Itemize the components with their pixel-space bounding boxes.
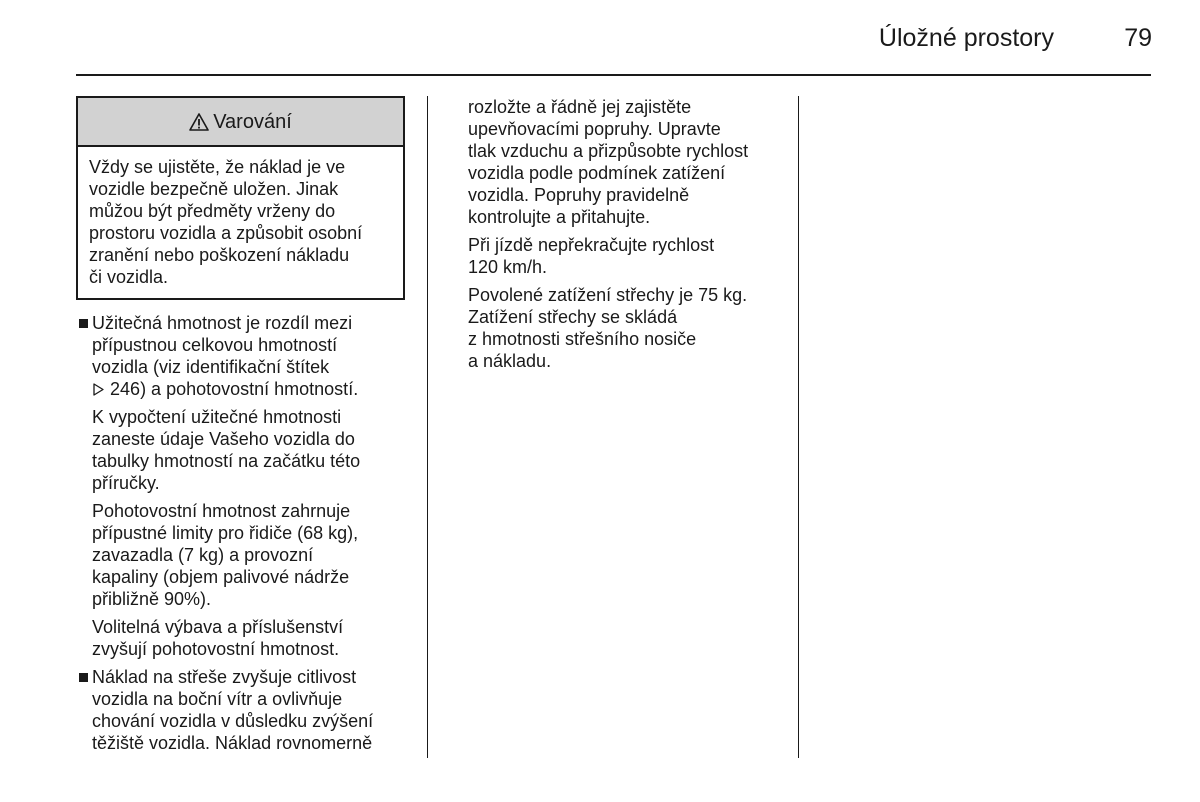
sub-paragraph-3: Volitelná výbava a příslušenství zvyšují pohotovostní hmotnost. (92, 617, 344, 659)
sub-paragraph-2: Pohotovostní hmotnost zahrnuje přípustné limity pro řidiče (68 kg), zavazadla (7 kg) a provozní kapaliny (objem palivové nádrže přibližně 90%). (92, 501, 359, 609)
column-1 (76, 96, 404, 754)
paragraph-speed: Při jízdě nepřekračujte rychlost 120 km/h. (468, 235, 715, 277)
warning-box (76, 96, 405, 300)
bullet-paragraph: Náklad na střeše zvyšuje citlivost vozidla na boční vítr a ovlivňuje chování vozidla v důsledku zvýšení těžiště vozidla. Náklad rovnomerně (92, 667, 374, 753)
bullet-square-icon (79, 319, 88, 328)
bullet-item-payload (76, 312, 404, 400)
paragraph-continued: rozložte a řádně jej zajistěte upevňovacími popruhy. Upravte tlak vzduchu a přizpůsobte rychlost vozidla podle podmínek zatížení vozidla. Popruhy pravidelně kontrolujte a přitahujte. (468, 97, 749, 227)
bullet-paragraph: Užitečná hmotnost je rozdíl mezi přípustnou celkovou hmotností vozidla (viz identifikační štítek 246) a pohotovostní hmotností. (92, 313, 359, 399)
column-divider-1 (427, 96, 428, 758)
page-reference-link[interactable]: 246 (110, 379, 141, 399)
warning-triangle-icon (189, 113, 209, 131)
warning-text: Vždy se ujistěte, že náklad je ve vozidle bezpečně uložen. Jinak můžou být předměty vrženy do prostoru vozidla a způsobit osobní zranění nebo poškození nákladu či vozidla. (89, 157, 363, 287)
sub-paragraph-1: K vypočtení užitečné hmotnosti zaneste údaje Vašeho vozidla do tabulky hmotností na začátku této příručky. (92, 407, 361, 493)
column-2 (468, 96, 788, 378)
cross-reference-arrow-icon (92, 379, 105, 399)
bullet-square-icon (79, 673, 88, 682)
warning-heading: Varování (213, 110, 292, 133)
column-divider-2 (798, 96, 799, 758)
page-number: 79 (1124, 24, 1152, 52)
bullet-item-roof-load (76, 666, 404, 754)
warning-header (78, 98, 403, 147)
header-divider (76, 74, 1151, 76)
paragraph-roof-load: Povolené zatížení střechy je 75 kg. Zatížení střechy se skládá z hmotnosti střešního nosiče a nákladu. (468, 285, 748, 371)
section-title: Úložné prostory (878, 24, 1054, 52)
